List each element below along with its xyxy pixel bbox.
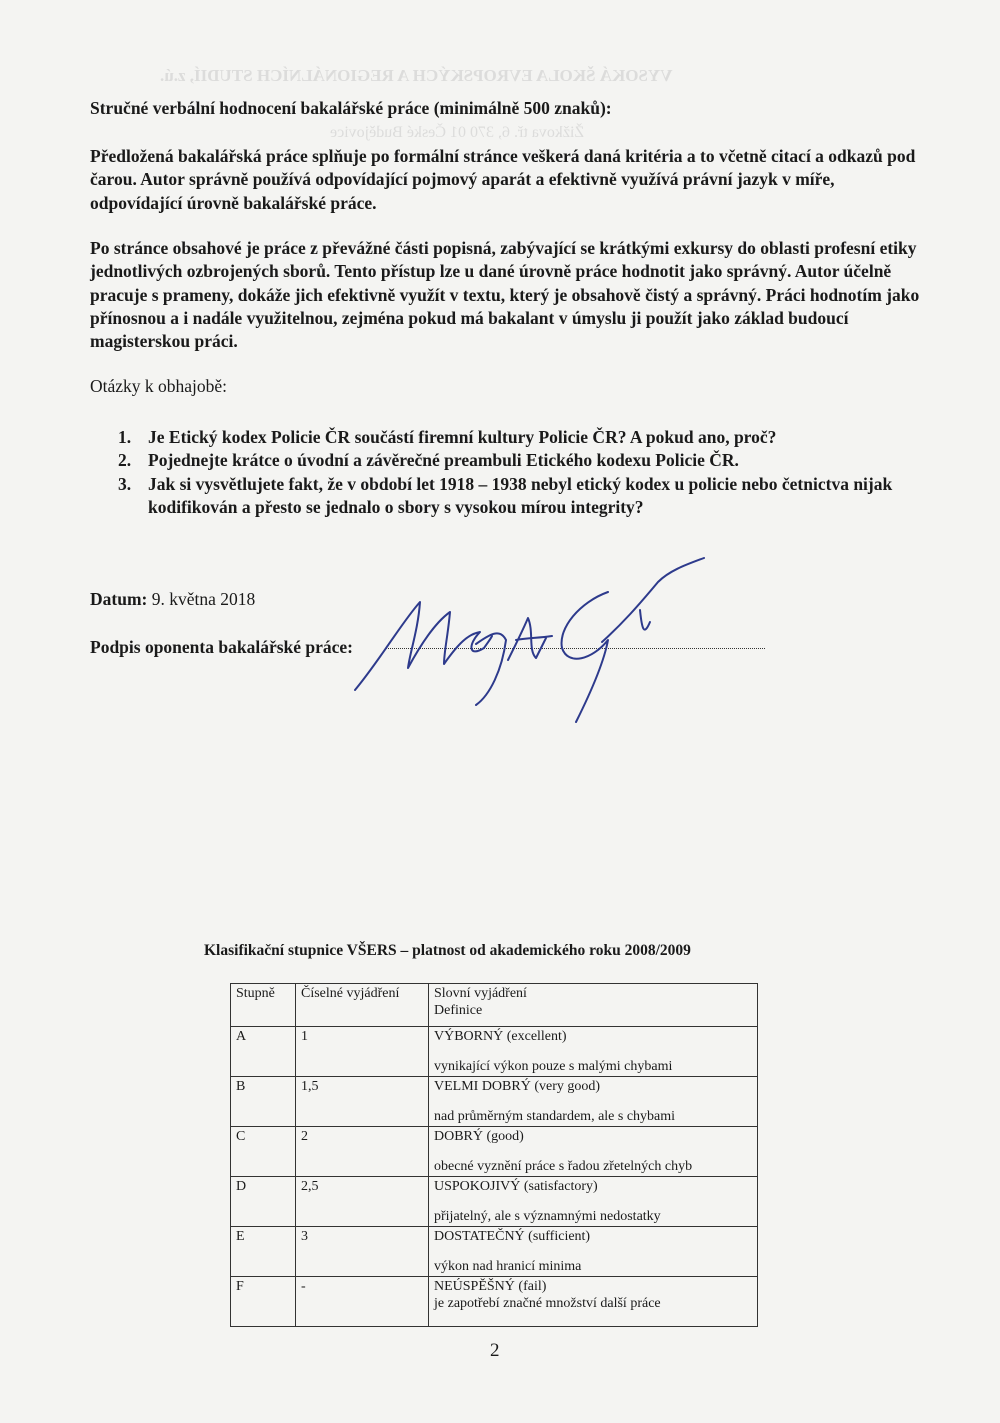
review-paragraph-content: Po stránce obsahové je práce z převážné části popisná, zabývající se krátkými exkursy do oblasti profesní etiky jednotlivých ozbrojených sborů. Tento přístup lze u dané úrovně práce hodnotit jako správný. Autor účelně pracuje s prameny, dokáže jich efektivně využít v textu, který je obsahově čistý a správný. Práci hodnotím jako přínosnou a i nadále využitelnou, zejména pokud má bakalant v úmyslu ji použít jako základ budoucí magisterskou práci.	[90, 238, 920, 352]
review-heading: Stručné verbální hodnocení bakalářské práce (minimálně 500 znaků):	[90, 98, 612, 118]
numeric-cell: 2	[296, 1127, 429, 1177]
date-value: 9. května 2018	[151, 589, 256, 609]
definition-text: obecné vyznění práce s řadou zřetelných chyb	[434, 1159, 693, 1174]
verbal-text: VELMI DOBRÝ (very good)	[434, 1079, 601, 1094]
verbal-cell	[429, 1227, 758, 1277]
verbal-text: NEÚSPĚŠNÝ (fail)	[434, 1279, 547, 1294]
table-row	[231, 1277, 758, 1327]
question-number: 2.	[118, 450, 132, 471]
questions-title: Otázky k obhajobě:	[90, 376, 228, 396]
question-number: 3.	[118, 473, 132, 494]
question-item	[118, 449, 908, 472]
definition-text: je zapotřebí značné množství další práce	[434, 1296, 661, 1311]
definition-text: výkon nad hranicí minima	[434, 1259, 582, 1274]
show-through-text: Žižkova tř. 6, 370 01 České Budějovice	[330, 124, 585, 141]
grade-cell: F	[231, 1277, 296, 1327]
table-header-row	[231, 984, 758, 1027]
definition-text: nad průměrným standardem, ale s chybami	[434, 1109, 676, 1124]
numeric-cell: 3	[296, 1227, 429, 1277]
scale-caption: Klasifikační stupnice VŠERS – platnost od akademického roku 2008/2009	[204, 942, 691, 959]
review-paragraph-formal: Předložená bakalářská práce splňuje po formální stránce veškerá daná kritéria a to včetně citací a odkazů pod čarou. Autor správně používá odpovídající pojmový aparát a efektivně využívá právní jazyk v míře, odpovídající úrovně bakalářské práce.	[90, 146, 916, 213]
verbal-cell	[429, 1127, 758, 1177]
questions-list	[118, 426, 908, 519]
grade-cell: A	[231, 1027, 296, 1077]
verbal-text: USPOKOJIVÝ (satisfactory)	[434, 1179, 598, 1194]
numeric-cell: 1	[296, 1027, 429, 1077]
verbal-cell	[429, 1077, 758, 1127]
date-line	[90, 589, 255, 610]
definition-text: vynikající výkon pouze s malými chybami	[434, 1059, 673, 1074]
table-row	[231, 1077, 758, 1127]
grade-cell: B	[231, 1077, 296, 1127]
column-header-grade: Stupně	[231, 984, 296, 1027]
verbal-header: Slovní vyjádření	[434, 986, 527, 1001]
show-through-text: VYSOKÁ ŠKOLA EVROPSKÝCH A REGIONÁLNÍCH STUDIÍ, z.ú.	[160, 66, 673, 85]
table-row	[231, 1127, 758, 1177]
question-text: Jak si vysvětlujete fakt, že v období let 1918 – 1938 nebyl etický kodex u policie nebo četnictva nijak kodifikován a přesto se jednalo o sbory s vysokou mírou integrity?	[148, 473, 893, 517]
question-text: Pojednejte krátce o úvodní a závěrečné preambuli Etického kodexu Policie ČR.	[148, 450, 739, 471]
question-text: Je Etický kodex Policie ČR součástí firemní kultury Policie ČR? A pokud ano, proč?	[148, 427, 777, 447]
verbal-text: VÝBORNÝ (excellent)	[434, 1029, 567, 1044]
table-row	[231, 1177, 758, 1227]
verbal-text: DOBRÝ (good)	[434, 1129, 524, 1144]
signature-label: Podpis oponenta bakalářské práce:	[90, 637, 354, 657]
verbal-cell	[429, 1027, 758, 1077]
page-number: 2	[490, 1340, 500, 1361]
grade-cell: D	[231, 1177, 296, 1227]
question-item	[118, 426, 908, 449]
verbal-text: DOSTATEČNÝ (sufficient)	[434, 1229, 591, 1244]
verbal-cell	[429, 1277, 758, 1327]
grade-cell: C	[231, 1127, 296, 1177]
table-row	[231, 1227, 758, 1277]
column-header-verbal	[429, 984, 758, 1027]
table-row	[231, 1027, 758, 1077]
date-label: Datum:	[90, 589, 148, 609]
numeric-cell: 1,5	[296, 1077, 429, 1127]
question-number: 1.	[118, 427, 132, 447]
handwritten-signature	[340, 540, 740, 730]
definition-text: přijatelný, ale s významnými nedostatky	[434, 1209, 661, 1224]
grade-cell: E	[231, 1227, 296, 1277]
question-item	[118, 473, 908, 520]
grading-scale-table	[230, 983, 758, 1327]
numeric-cell: 2,5	[296, 1177, 429, 1227]
column-header-numeric: Číselné vyjádření	[296, 984, 429, 1027]
verbal-cell	[429, 1177, 758, 1227]
definition-header: Definice	[434, 1003, 483, 1018]
numeric-cell: -	[296, 1277, 429, 1327]
